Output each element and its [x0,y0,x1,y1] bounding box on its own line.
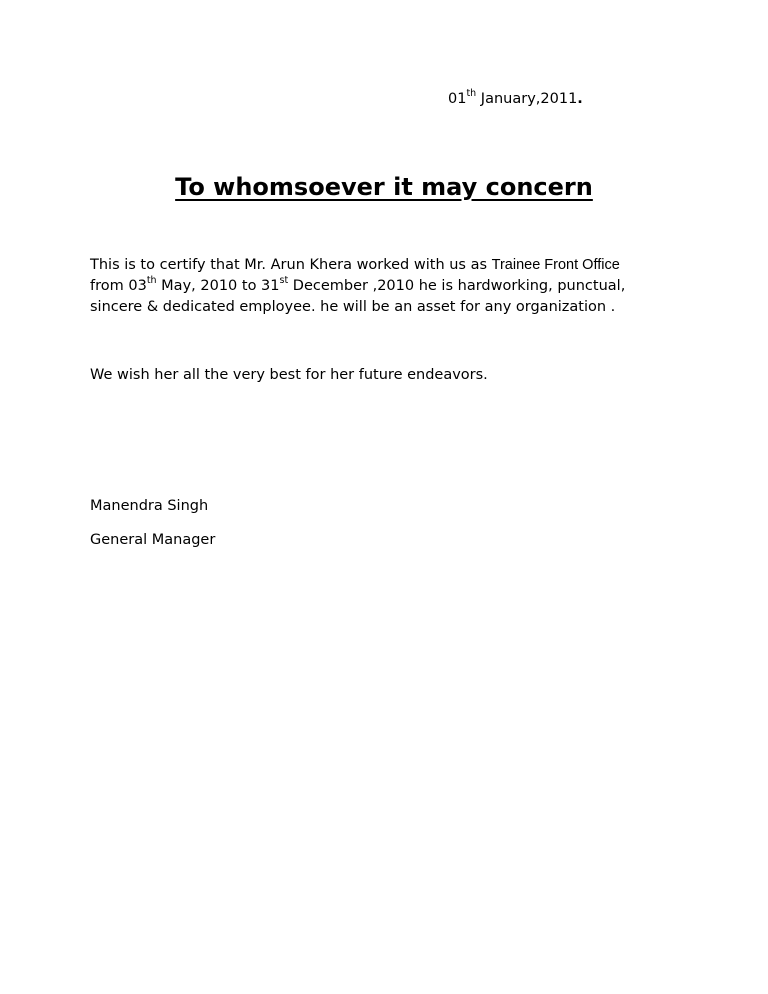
from-text: from 03 [90,278,147,294]
period-text: May, 2010 to 31 [156,278,280,294]
from-day-suffix: th [146,275,157,287]
position-title: Trainee Front Office [491,257,620,273]
date-day: 01 [448,91,467,107]
certification-paragraph [90,255,730,318]
date-day-suffix: th [466,88,477,100]
signatory-title: General Manager [90,532,216,548]
letter-date [448,88,583,107]
paragraph-line-1 [90,255,730,276]
date-month-year: January,2011 [476,91,578,107]
paragraph-line-2 [90,276,730,297]
date-end-mark: . [577,91,583,107]
paragraph-line-3: sincere & dedicated employee. he will be an asset for any organization . [90,299,616,315]
letter-title: To whomsoever it may concern [175,173,593,201]
qualities-text: December ,2010 he is hardworking, punctual, [288,278,626,294]
wish-paragraph: We wish her all the very best for her future endeavors. [90,367,488,383]
certify-text: This is to certify that Mr. Arun Khera worked with us as [90,257,492,273]
to-day-suffix: st [279,275,289,287]
signatory-name: Manendra Singh [90,498,209,514]
